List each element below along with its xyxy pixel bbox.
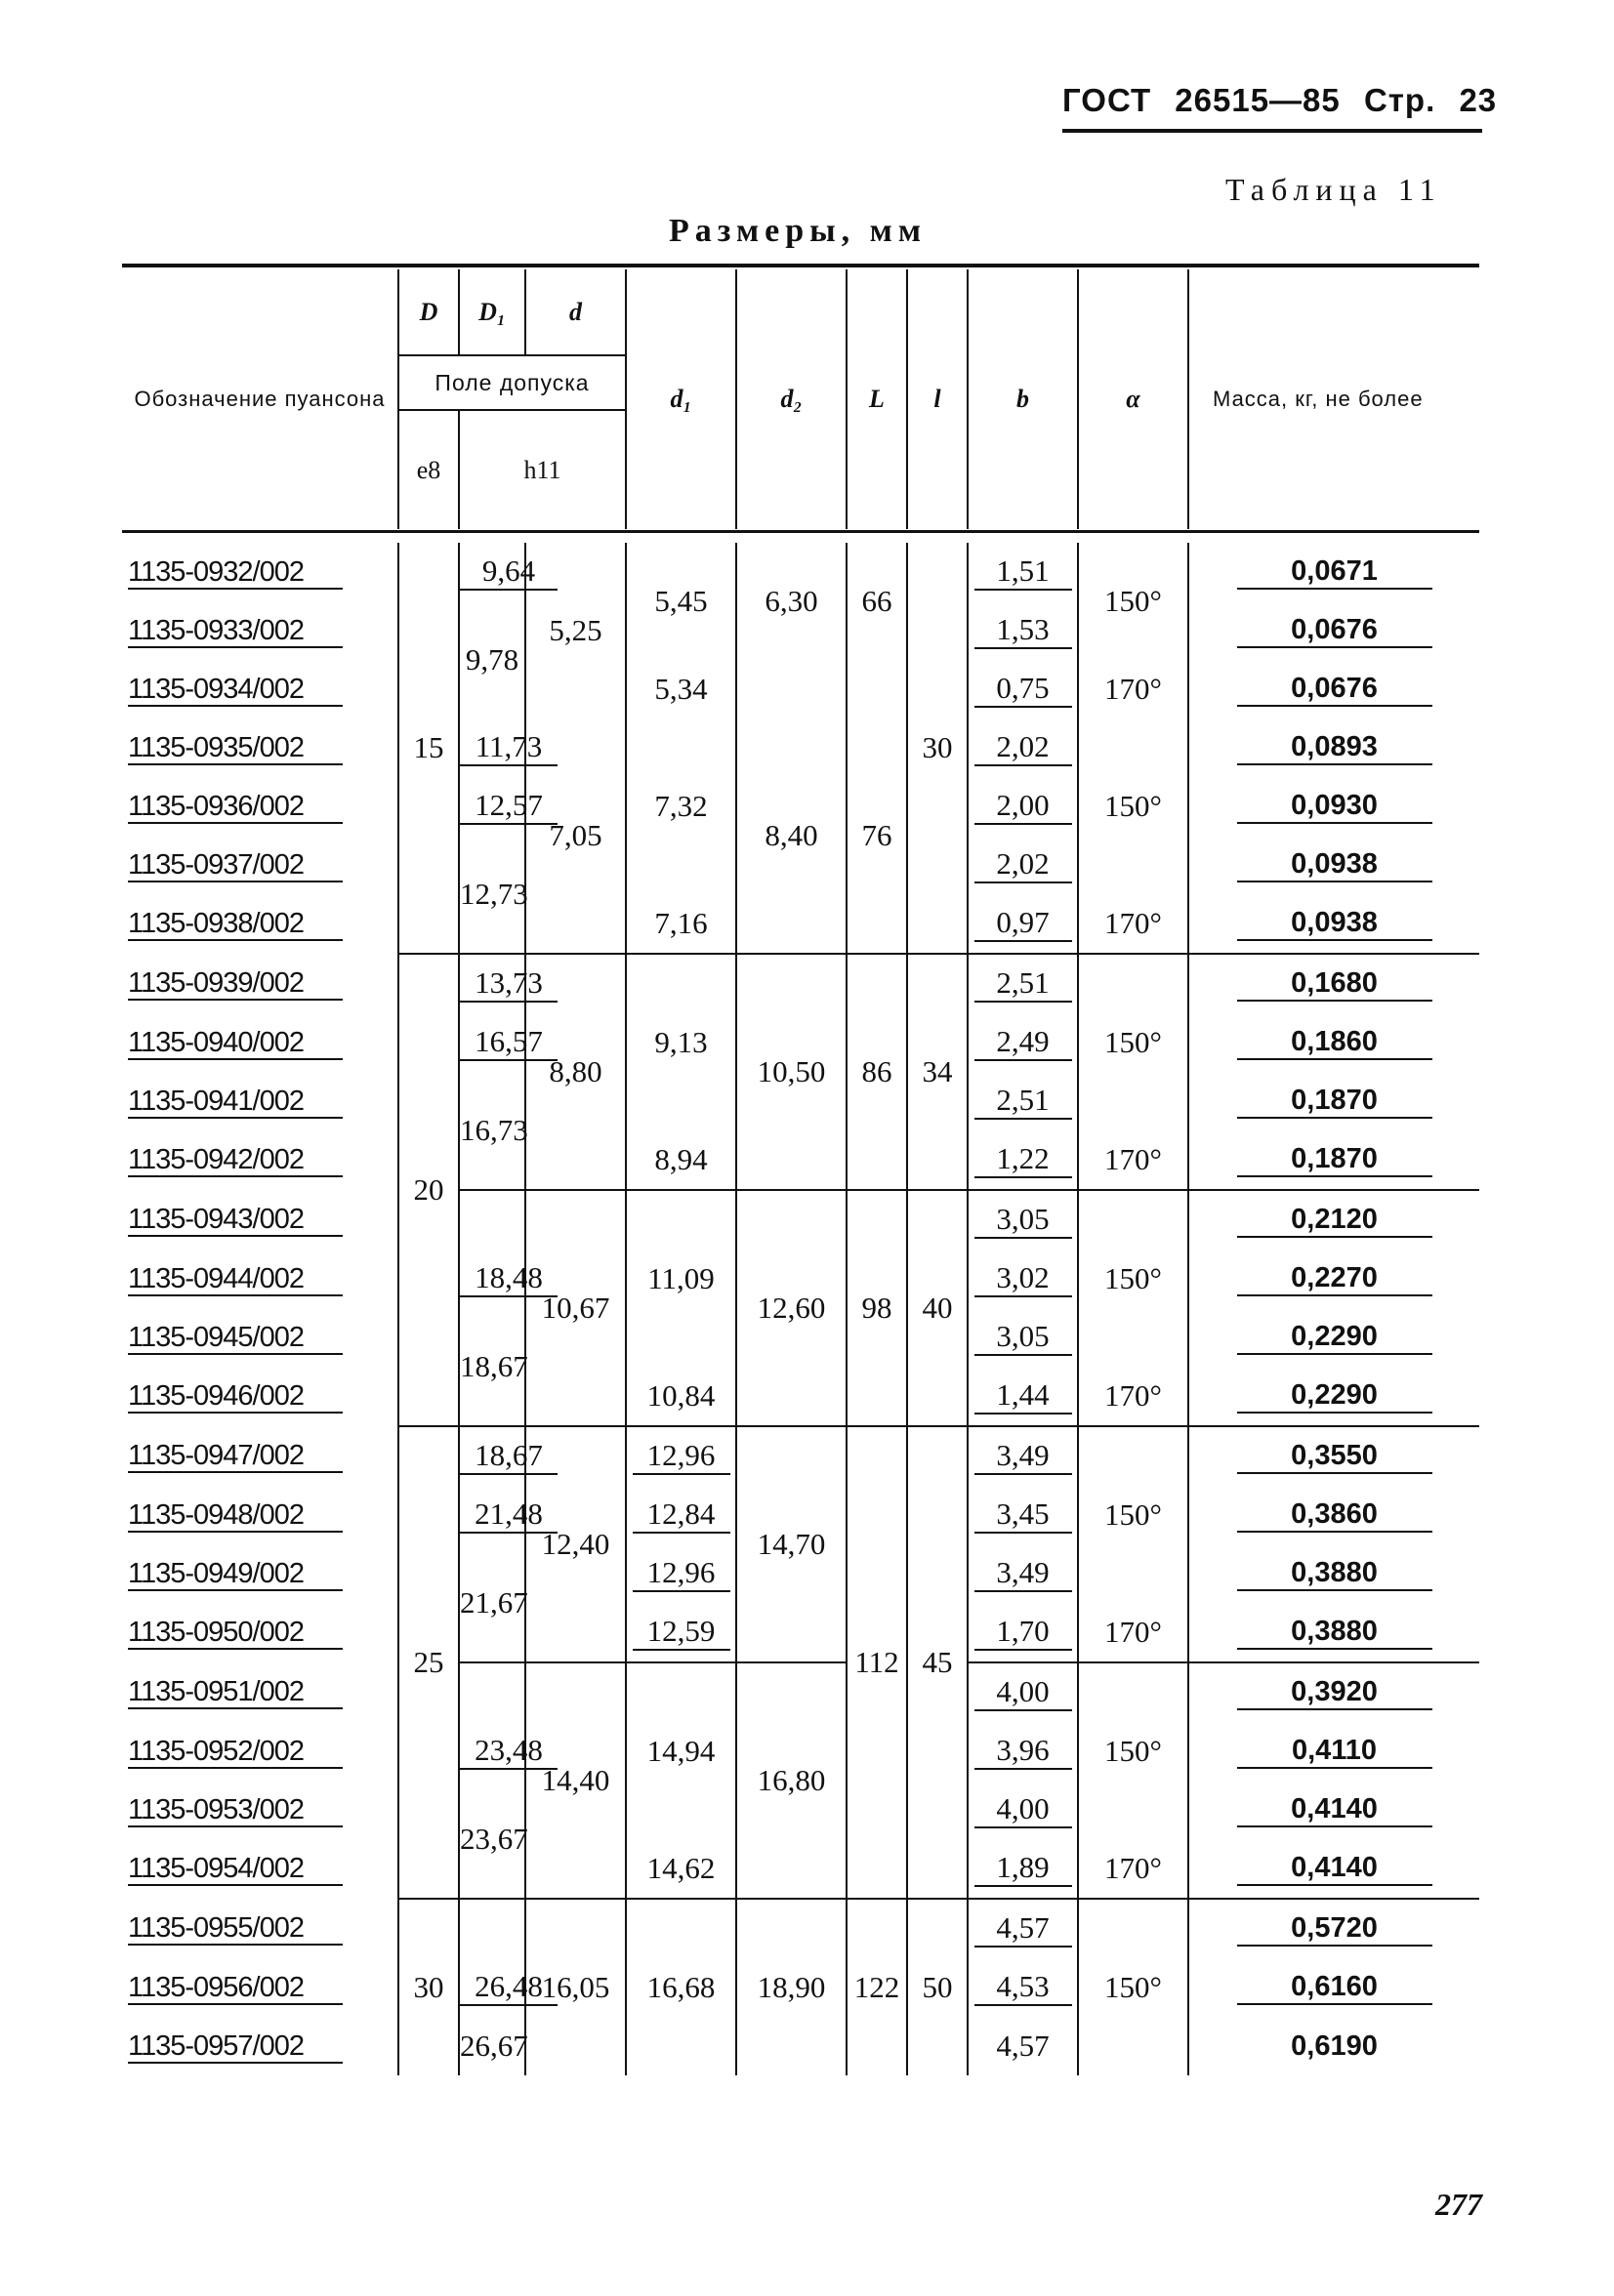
header-alpha: α [1078, 269, 1188, 529]
cell-d2: 14,70 [736, 1426, 847, 1662]
cell-b: 1,51 [968, 543, 1078, 601]
header-tol-h11: h11 [459, 410, 626, 529]
header-d1: d₁ [626, 269, 736, 529]
cell-b: 3,45 [968, 1486, 1078, 1544]
cell-b: 1,44 [968, 1367, 1078, 1426]
cell-d: 8,80 [525, 954, 626, 1190]
standard-number: 26515—85 [1175, 82, 1341, 118]
table-row-designation: 1135-0957/002 [122, 2017, 398, 2075]
cell-alpha: 150° [1078, 1426, 1188, 1603]
cell-d1: 8,94 [626, 1130, 736, 1190]
cell-d: 5,25 [525, 543, 626, 718]
cell-b: 3,96 [968, 1722, 1078, 1781]
cell-b: 3,49 [968, 1426, 1078, 1486]
cell-d1: 12,96 [626, 1544, 736, 1603]
table-row-designation: 1135-0948/002 [122, 1486, 398, 1544]
cell-mass: 0,0930 [1188, 777, 1479, 836]
cell-mass: 0,0676 [1188, 601, 1479, 660]
cell-D1: 16,73 [459, 1072, 525, 1190]
table-row-designation: 1135-0946/002 [122, 1367, 398, 1426]
page-label: Стр. [1363, 82, 1436, 118]
page-reference: 23 [1459, 82, 1498, 118]
cell-b: 2,51 [968, 1072, 1078, 1130]
header-tolerance-field: Поле допуска [398, 355, 626, 410]
cell-mass: 0,4140 [1188, 1781, 1479, 1839]
cell-D1: 26,48 [459, 1958, 525, 2017]
cell-d1: 7,16 [626, 894, 736, 954]
table-row-designation: 1135-0936/002 [122, 777, 398, 836]
cell-L: 98 [847, 1190, 907, 1426]
cell-D1 [459, 1190, 525, 1250]
header-designation: Обозначение пуансона [134, 387, 386, 411]
cell-D: 20 [398, 954, 459, 1426]
cell-D1 [459, 1662, 525, 1722]
cell-d1: 5,45 [626, 543, 736, 660]
cell-D1: 11,73 [459, 718, 525, 777]
cell-L: 76 [847, 718, 907, 954]
table-row-designation: 1135-0939/002 [122, 954, 398, 1013]
cell-D1: 26,67 [459, 2017, 525, 2075]
cell-mass: 0,4140 [1188, 1839, 1479, 1899]
cell-b: 4,57 [968, 1899, 1078, 1958]
cell-mass: 0,1860 [1188, 1013, 1479, 1072]
cell-b: 2,49 [968, 1013, 1078, 1072]
cell-mass: 0,3880 [1188, 1603, 1479, 1662]
cell-b: 3,05 [968, 1190, 1078, 1250]
table-top-rule [122, 264, 1479, 267]
standard-name: ГОСТ [1062, 82, 1152, 118]
cell-alpha: 170° [1078, 1839, 1188, 1899]
cell-d2: 8,40 [736, 718, 847, 954]
cell-mass: 0,3550 [1188, 1426, 1479, 1486]
cell-mass: 0,0671 [1188, 543, 1479, 601]
cell-d1: 7,32 [626, 718, 736, 894]
header-d: d [525, 269, 626, 355]
cell-d1: 12,59 [626, 1603, 736, 1662]
cell-D1: 9,78 [459, 601, 525, 718]
cell-mass: 0,1680 [1188, 954, 1479, 1013]
cell-b: 0,97 [968, 894, 1078, 954]
cell-b: 4,57 [968, 2017, 1078, 2075]
cell-alpha: 150° [1078, 1190, 1188, 1367]
cell-d1: 11,09 [626, 1190, 736, 1367]
dimensions-table [122, 543, 1479, 2075]
cell-d2: 16,80 [736, 1662, 847, 1899]
header-L: L [847, 269, 907, 529]
cell-mass: 0,6190 [1188, 2017, 1479, 2075]
table-row-designation: 1135-0945/002 [122, 1308, 398, 1367]
table-row-designation: 1135-0953/002 [122, 1781, 398, 1839]
table-row-designation: 1135-0956/002 [122, 1958, 398, 2017]
cell-b: 4,00 [968, 1662, 1078, 1722]
cell-b: 2,02 [968, 836, 1078, 894]
cell-D: 25 [398, 1426, 459, 1899]
cell-d1: 10,84 [626, 1367, 736, 1426]
header-bottom-rule [122, 530, 1479, 533]
cell-mass: 0,3860 [1188, 1486, 1479, 1544]
table-row-designation: 1135-0942/002 [122, 1130, 398, 1190]
cell-d2: 18,90 [736, 1899, 847, 2075]
table-row-designation: 1135-0943/002 [122, 1190, 398, 1250]
table-row-designation: 1135-0940/002 [122, 1013, 398, 1072]
cell-alpha: 150° [1078, 543, 1188, 660]
cell-mass: 0,2290 [1188, 1367, 1479, 1426]
page-number: 277 [1435, 2187, 1482, 2222]
cell-d: 10,67 [525, 1190, 626, 1426]
cell-L: 112 [847, 1426, 907, 1899]
page-header [1062, 82, 1498, 133]
cell-l: 34 [907, 954, 968, 1190]
cell-alpha: 170° [1078, 1130, 1188, 1190]
cell-d2 [736, 660, 847, 718]
cell-mass: 0,6160 [1188, 1958, 1479, 2017]
cell-b: 1,89 [968, 1839, 1078, 1899]
cell-d: 12,40 [525, 1426, 626, 1662]
cell-d1: 9,13 [626, 954, 736, 1130]
cell-d1: 14,62 [626, 1839, 736, 1899]
cell-b: 2,02 [968, 718, 1078, 777]
table-row-designation: 1135-0950/002 [122, 1603, 398, 1662]
cell-b: 3,49 [968, 1544, 1078, 1603]
cell-D1: 23,48 [459, 1722, 525, 1781]
cell-b: 2,00 [968, 777, 1078, 836]
header-l: l [907, 269, 968, 529]
table-row-designation: 1135-0938/002 [122, 894, 398, 954]
cell-mass: 0,3920 [1188, 1662, 1479, 1722]
cell-D1: 16,57 [459, 1013, 525, 1072]
cell-D1: 12,73 [459, 836, 525, 954]
cell-d1: 5,34 [626, 660, 736, 718]
table-row-designation: 1135-0952/002 [122, 1722, 398, 1781]
cell-alpha: 170° [1078, 1367, 1188, 1426]
table-row-designation: 1135-0935/002 [122, 718, 398, 777]
header-mass: Масса, кг, не более [1188, 269, 1479, 529]
table-row-designation: 1135-0937/002 [122, 836, 398, 894]
cell-L: 66 [847, 543, 907, 660]
table-row-designation: 1135-0955/002 [122, 1899, 398, 1958]
cell-d2: 6,30 [736, 543, 847, 660]
table-row-designation: 1135-0951/002 [122, 1662, 398, 1722]
cell-D1: 13,73 [459, 954, 525, 1013]
table-row-designation: 1135-0954/002 [122, 1839, 398, 1899]
table-row-designation: 1135-0932/002 [122, 543, 398, 601]
cell-L: 86 [847, 954, 907, 1190]
cell-D1: 9,64 [459, 543, 525, 601]
cell-D1: 12,57 [459, 777, 525, 836]
cell-b: 1,53 [968, 601, 1078, 660]
cell-mass: 0,0938 [1188, 836, 1479, 894]
cell-D1: 23,67 [459, 1781, 525, 1899]
header-D: D [398, 269, 459, 355]
cell-alpha: 170° [1078, 894, 1188, 954]
header-b: b [968, 269, 1078, 529]
cell-d1: 16,68 [626, 1899, 736, 2075]
cell-mass: 0,4110 [1188, 1722, 1479, 1781]
table-title: Таблица 11 [1225, 172, 1442, 207]
cell-l: 40 [907, 1190, 968, 1426]
cell-d: 16,05 [525, 1899, 626, 2075]
cell-d2: 10,50 [736, 954, 847, 1190]
table-row-designation: 1135-0934/002 [122, 660, 398, 718]
table-row-designation: 1135-0941/002 [122, 1072, 398, 1130]
cell-alpha: 170° [1078, 660, 1188, 718]
cell-b: 4,00 [968, 1781, 1078, 1839]
table-row-designation: 1135-0947/002 [122, 1426, 398, 1486]
table-row-designation: 1135-0944/002 [122, 1250, 398, 1308]
cell-b: 4,53 [968, 1958, 1078, 2017]
cell-mass: 0,0676 [1188, 660, 1479, 718]
cell-L: 122 [847, 1899, 907, 2075]
cell-alpha: 150° [1078, 1662, 1188, 1839]
cell-L [847, 660, 907, 718]
cell-mass: 0,0938 [1188, 894, 1479, 954]
cell-d1: 12,96 [626, 1426, 736, 1486]
cell-d: 7,05 [525, 718, 626, 954]
cell-D1 [459, 1899, 525, 1958]
cell-D: 15 [398, 543, 459, 954]
cell-mass: 0,2270 [1188, 1250, 1479, 1308]
cell-b: 3,05 [968, 1308, 1078, 1367]
cell-alpha: 150° [1078, 954, 1188, 1130]
cell-b: 1,70 [968, 1603, 1078, 1662]
cell-alpha: 170° [1078, 1603, 1188, 1662]
cell-D1: 21,67 [459, 1544, 525, 1662]
cell-mass: 0,5720 [1188, 1899, 1479, 1958]
cell-b: 0,75 [968, 660, 1078, 718]
cell-alpha: 150° [1078, 718, 1188, 894]
cell-l: 50 [907, 1899, 968, 2075]
dimensions-caption: Размеры, мм [669, 213, 927, 249]
cell-D1: 18,67 [459, 1426, 525, 1486]
cell-D: 30 [398, 1899, 459, 2075]
cell-mass: 0,2120 [1188, 1190, 1479, 1250]
cell-d2: 12,60 [736, 1190, 847, 1426]
header-D1: D₁ [459, 269, 525, 355]
cell-alpha: 150° [1078, 1899, 1188, 2075]
cell-d1: 14,94 [626, 1662, 736, 1839]
table-row-designation: 1135-0949/002 [122, 1544, 398, 1603]
cell-b: 2,51 [968, 954, 1078, 1013]
header-tol-e8: e8 [398, 410, 459, 529]
cell-mass: 0,3880 [1188, 1544, 1479, 1603]
cell-D1: 18,48 [459, 1250, 525, 1308]
cell-mass: 0,1870 [1188, 1130, 1479, 1190]
table-row-designation: 1135-0933/002 [122, 601, 398, 660]
table-header [122, 269, 1479, 529]
cell-d1: 12,84 [626, 1486, 736, 1544]
cell-b: 3,02 [968, 1250, 1078, 1308]
cell-mass: 0,2290 [1188, 1308, 1479, 1367]
cell-l: 30 [907, 543, 968, 954]
cell-mass: 0,1870 [1188, 1072, 1479, 1130]
cell-l: 45 [907, 1426, 968, 1899]
cell-D1: 18,67 [459, 1308, 525, 1426]
cell-mass: 0,0893 [1188, 718, 1479, 777]
cell-D1: 21,48 [459, 1486, 525, 1544]
header-d2: d₂ [736, 269, 847, 529]
cell-b: 1,22 [968, 1130, 1078, 1190]
cell-d: 14,40 [525, 1662, 626, 1899]
